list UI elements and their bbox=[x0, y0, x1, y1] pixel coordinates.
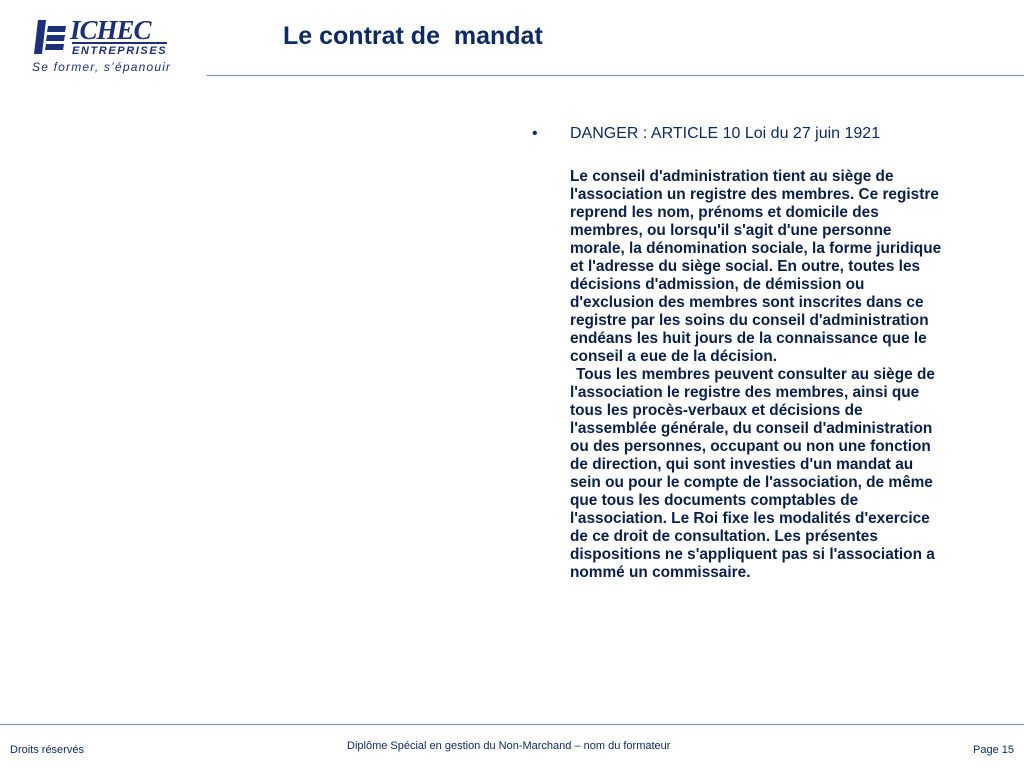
logo-mark-icon bbox=[32, 18, 66, 56]
logo-tagline: Se former, s’épanouir bbox=[32, 60, 172, 74]
bullet-icon: • bbox=[532, 125, 538, 142]
footer-divider bbox=[0, 724, 1024, 725]
ichec-logo bbox=[30, 16, 200, 76]
footer-course: Diplôme Spécial en gestion du Non-Marchand – nom du formateur bbox=[347, 740, 671, 752]
slide-title: Le contrat de mandat bbox=[283, 22, 543, 50]
footer-rights: Droits réservés bbox=[10, 744, 84, 756]
bullet-text: DANGER : ARTICLE 10 Loi du 27 juin 1921 bbox=[570, 125, 881, 142]
article-paragraph-1: Le conseil d'administration tient au siège de l'association un registre des membres. Ce registre reprend les nom, prénoms et domicile des membres, ou lorsqu'il s'agit d'une personne morale, la dénomination sociale, la forme juridique et l'adresse du siège social. En outre, toutes les décisions d'admission, de démission ou d'exclusion des membres sont inscrites dans ce registre par les soins du conseil d'administration endéans les huit jours de la connaissance que le conseil a eue de la décision. bbox=[570, 168, 942, 365]
title-divider bbox=[207, 75, 1024, 76]
logo-sub: ENTREPRISES bbox=[72, 42, 167, 58]
article-text bbox=[570, 168, 942, 582]
article-paragraph-2: Tous les membres peuvent consulter au siège de l'association le registre des membres, ainsi que tous les procès-verbaux et décisions de l'assemblée générale, du conseil d'administration ou des personnes, occupant ou non une fonction de direction, qui sont investies d'un mandat au sein ou pour le compte de l'association, de même que tous les documents comptables de l'association. Le Roi fixe les modalités d'exercice de ce droit de consultation. Les présentes dispositions ne s'appliquent pas si l'association a nommé un commissaire. bbox=[570, 366, 935, 581]
page-number: Page 15 bbox=[973, 744, 1014, 756]
logo-brand: ICHEC bbox=[70, 15, 151, 45]
